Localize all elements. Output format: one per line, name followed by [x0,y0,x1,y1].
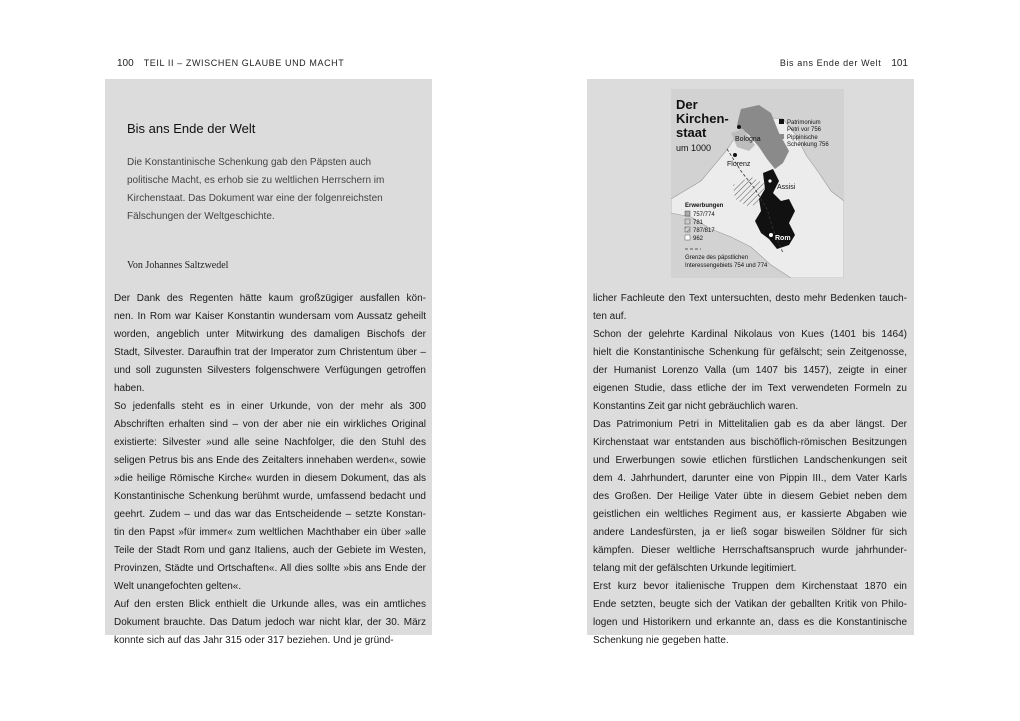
body-line: »die heilige Römische Kirche« wurden in diesem Dokument, das als [114,473,426,484]
body-line: worden, angeblich unter Mitwirkung des damaligen Bischofs der [114,329,426,340]
page-number: 101 [891,58,908,69]
city-dot-bologna [737,125,741,129]
legend-label-962: 962 [693,236,704,242]
body-line: Schon der gelehrte Kardinal Nikolaus von Kues (1401 bis 1464) [593,329,907,340]
article-title: Bis ans Ende der Welt [127,121,256,136]
body-line: Auf den ersten Blick enthielt die Urkunde alles, was ein amtliches [114,599,426,610]
byline: Von Johannes Saltzwedel [127,260,229,271]
body-line: Dokument brauchte. Das Datum jedoch war nicht klar, der 30. März [114,617,426,628]
legend-swatch-962 [685,235,690,240]
legend-swatch-781 [685,219,690,224]
legend-label-781: 781 [693,220,704,226]
lead-line: Kirchenstaat. Das Dokument war eine der folgenreichsten [127,193,383,204]
legend-acq-title: Erwerbungen [685,203,724,209]
legend-label-patrimonium-2: Petri vor 756 [787,127,822,133]
body-line: Ende setzten, beugte sich der Vatikan der geballten Kritik von Philo- [593,599,907,610]
body-line: Der Dank des Regenten hätte kaum großzügiger ausfallen kön- [114,293,426,304]
legend-label-757: 757/774 [693,212,715,218]
legend-border-note-2: Interessengebiets 754 und 774 [685,263,768,269]
page-number: 100 [117,58,134,69]
body-line: licher Fachleute den Text untersuchten, desto mehr Bedenken tauch- [593,293,907,304]
body-line: ten auf. [593,311,627,322]
body-line: Konstantins Zeit gar nicht gebräuchlich waren. [593,401,799,412]
body-line: geehrt. Zudem – und das war das Entscheidende – setzte Konstan- [114,509,426,520]
body-line: logen und Historikern und erkannte an, dass es die Konstantinische [593,617,907,628]
body-line: telang mit der gefälschten Urkunde legitimiert. [593,563,797,574]
body-line: geistlichen ein weltliches Regiment aus, er kassierte Abgaben wie [593,509,907,520]
article-lead [127,154,405,226]
legend-swatch-pippin [779,134,784,139]
legend-label-787: 787/817 [693,228,715,234]
city-dot-assisi [768,179,772,183]
city-label-rom: Rom [775,235,791,242]
running-header-left [117,58,344,69]
map-title-1: Der [676,97,698,112]
body-line: haben. [114,383,145,394]
city-label-bologna: Bologna [735,136,761,143]
body-line: eigenen Studie, dass etliche der im Text verwendeten Formeln zu [593,383,907,394]
body-line: kämpfen. Dieser weltliche Herrschaftsanspruch wurde jahrhunder- [593,545,907,556]
legend-border-note-1: Grenze des päpstlichen [685,255,749,261]
lead-line: Die Konstantinische Schenkung gab den Päpsten auch [127,157,372,168]
legend-swatch-757 [685,211,690,216]
chapter-title: Bis ans Ende der Welt [779,58,882,68]
city-label-florenz: Florenz [727,161,751,168]
body-line: tin den Papst »für immer« zum weltlichen Machthaber ein über »alle [114,527,426,538]
body-line: seligen Petrus bis ans Ende des Zeitalters innehaben werden«, sowie [114,455,426,466]
lead-line: Fälschungen der Weltgeschichte. [127,211,275,222]
body-line: Kirchenstaat war entstanden aus bischöflich-römischen Besitzungen [593,437,907,448]
body-line: Provinzen, Städte und Ortschaften«. All dies sollte »bis ans Ende der [114,563,426,574]
right-page [587,79,914,646]
legend-label-pippin-1: Pippinische [787,135,818,141]
map-title-3: staat [676,125,707,140]
left-page [105,79,432,646]
body-line: Erst kurz bevor italienische Truppen dem Kirchenstaat 1870 ein [593,581,907,592]
map-subtitle: um 1000 [676,143,712,153]
map-title-2: Kirchen- [676,111,729,126]
body-line: des Großen. Der Heilige Vater übte in diesem Gebiet neben dem [593,491,907,502]
city-label-assisi: Assisi [777,184,796,191]
body-line: Teile der Stadt Rom und ganz Italiens, auch der Gebiete im Westen, [114,545,426,556]
body-line: Welt unangefochten gelten«. [114,581,242,592]
body-line: hielt die Konstantinische Schenkung für gefälscht; sein Zeitgenosse, [593,347,907,358]
body-line: Konstantinische Schenkung berühmt wurde, umfassend bedacht und [114,491,426,502]
body-line: konnte sich auf das Jahr 315 oder 317 beziehen. Und je gründ- [114,635,394,646]
body-line: und Erwerbungen sowie etlichen fürstlichen Landschenkungen seit [593,455,907,466]
body-line: Schenkung nie gegeben hatte. [593,635,729,646]
body-line: nen. In Rom war Kaiser Konstantin wundersam vom Aussatz geheilt [114,311,426,322]
city-dot-rom [769,233,773,237]
legend-label-patrimonium-1: Patrimonium [787,120,821,126]
body-line: So jedenfalls steht es in einer Urkunde, von der mehr als 300 [114,401,426,412]
body-line: Abschriften erhalten sind – von der aber nie ein wirkliches Original [114,419,426,430]
city-dot-florenz [733,153,737,157]
legend-label-pippin-2: Schenkung 756 [787,142,829,148]
body-line: der Humanist Lorenzo Valla (um 1407 bis 1457), zeigte in einer [593,365,907,376]
legend-swatch-787 [685,227,690,232]
body-line: Das Patrimonium Petri in Mittelitalien gab es da aber längst. Der [593,419,907,430]
body-text-right [593,290,907,650]
running-header-right [780,58,908,69]
section-title: TEIL II – ZWISCHEN GLAUBE UND MACHT [143,58,345,68]
body-text-left [114,290,426,650]
legend-swatch-patrimonium [779,119,784,124]
body-line: Stadt, Silvester. Daraufhin trat der Imperator zum Christentum über – [114,347,426,358]
lead-line: politische Macht, es erhob sie zu weltlichen Herrschern im [127,175,385,186]
map-kirchenstaat [671,89,844,278]
body-line: andere Landesfürsten, ja er ließ sogar bisweilen Söldner für sich [593,527,907,538]
body-line: existierte: Silvester »und alle seine Nachfolger, die den Stuhl des [114,437,426,448]
body-line: und soll zugunsten Silvesters folgenschwere Verfügungen getroffen [114,365,426,376]
body-line: dem 4. Jahrhundert, darunter eine von Pippin III., dem Vater Karls [593,473,907,484]
